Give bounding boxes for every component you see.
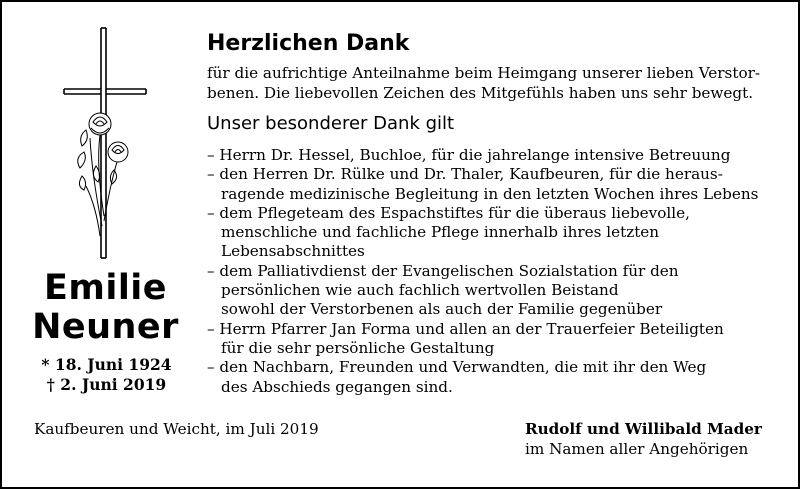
birth-date: * 18. Juni 1924 xyxy=(41,355,172,374)
deceased-first-name: Emilie xyxy=(43,268,168,308)
main-text xyxy=(207,30,782,139)
thanks-line: Lebensabschnittes xyxy=(221,242,365,261)
thanks-line: – dem Pflegeteam des Espachstiftes für die überaus liebevolle, xyxy=(207,203,690,222)
left-column xyxy=(0,0,200,410)
intro-line: für die aufrichtige Anteilnahme beim Heimgang unserer lieben Verstor- xyxy=(207,64,760,82)
place-date: Kaufbeuren und Weicht, im Juli 2019 xyxy=(34,420,319,438)
thanks-line: – Herrn Dr. Hessel, Buchloe, für die jahrelange intensive Betreuung xyxy=(207,146,731,164)
thanks-line: des Abschieds gegangen sind. xyxy=(221,377,453,396)
thanks-item xyxy=(207,358,787,397)
death-date: † 2. Juni 2019 xyxy=(46,375,167,394)
thanks-line: menschliche und fachliche Pflege innerhalb ihres letzten xyxy=(221,223,660,242)
thanks-item xyxy=(207,165,787,204)
heading: Herzlichen Dank xyxy=(207,31,410,56)
thanks-item xyxy=(207,320,787,359)
thanks-line: – dem Palliativdienst der Evangelischen Sozialstation für den xyxy=(207,261,679,280)
thanks-line: persönlichen wie auch fachlich wertvollen Beistand xyxy=(221,281,619,300)
signature-note: im Namen aller Angehörigen xyxy=(525,440,749,458)
thanks-line: – den Herren Dr. Rülke und Dr. Thaler, Kaufbeuren, für die heraus- xyxy=(207,165,723,184)
thanks-line: – den Nachbarn, Freunden und Verwandten, die mit ihr den Weg xyxy=(207,358,707,377)
deceased-last-name: Neuner xyxy=(32,307,179,347)
thanks-line: ragende medizinische Begleitung in den letzten Wochen ihres Lebens xyxy=(221,184,759,203)
signature-names: Rudolf und Willibald Mader xyxy=(525,420,762,438)
thanks-item xyxy=(207,262,787,320)
thanks-item xyxy=(207,146,787,165)
cross-with-roses-icon xyxy=(60,26,150,260)
thanks-list xyxy=(207,146,787,397)
thanks-line: sowohl der Verstorbenen als auch der Familie gegenüber xyxy=(221,300,663,319)
subheading: Unser besonderer Dank gilt xyxy=(207,113,455,134)
intro-line: benen. Die liebevollen Zeichen des Mitgefühls haben uns sehr bewegt. xyxy=(207,84,754,102)
thanks-item xyxy=(207,204,787,262)
signature xyxy=(525,419,762,459)
thanks-line: für die sehr persönliche Gestaltung xyxy=(221,338,495,357)
intro-text xyxy=(207,63,782,103)
thanks-line: – Herrn Pfarrer Jan Forma und allen an der Trauerfeier Beteiligten xyxy=(207,319,724,338)
